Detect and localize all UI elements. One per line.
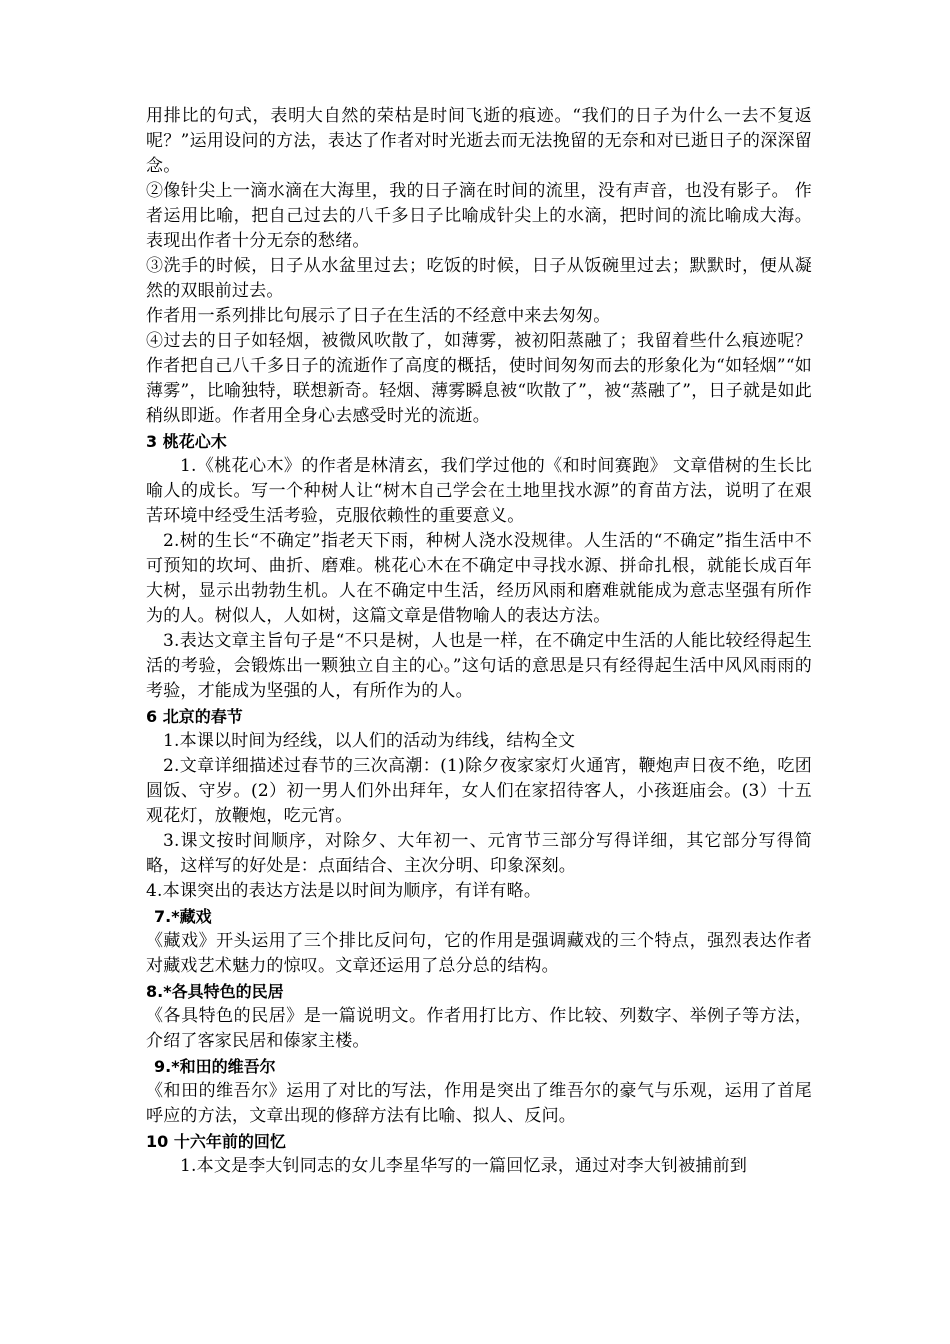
paragraph-5: ④过去的日子如轻烟，被微风吹散了，如薄雾，被初阳蒸融了；我留着些什么痕迹呢？ 作者把自己八千多日子的流逝作了高度的概括，使时间匆匆而去的形象化为“如轻烟”“如薄雾”，比喻独特，联想新奇。轻烟、薄雾瞬息被“吹散了”，被“蒸融了”，日子就是如此稍纵即逝。作者用全身心去感受时光的流逝。 <box>146 331 812 426</box>
paragraph-12: 4.本课突出的表达方法是以时间为顺序，有详有略。 <box>146 881 542 901</box>
section-heading-9: 9.*和田的维吾尔 <box>154 1057 276 1076</box>
paragraph-11: 3.课文按时间顺序，对除夕、大年初一、元宵节三部分写得详细，其它部分写得简略，这样写的好处是：点面结合、主次分明、印象深刻。 <box>146 831 812 876</box>
document-page <box>146 104 812 1179</box>
paragraph-7: 2.树的生长“不确定”指老天下雨，种树人浇水没规律。人生活的“不确定”指生活中不可预知的坎坷、曲折、磨难。桃花心木在不确定中寻找水源、拼命扎根，就能长成百年大树，显示出勃勃生机。人在不确定中生活，经历风雨和磨难就能成为意志坚强有所作为的人。树似人，人如树，这篇文章是借物喻人的表达方法。 <box>146 531 812 626</box>
section-heading-8: 8.*各具特色的民居 <box>146 982 284 1001</box>
paragraph-3: ③洗手的时候，日子从水盆里过去；吃饭的时候，日子从饭碗里过去；默默时，便从凝然的双眼前过去。 <box>146 256 812 301</box>
paragraph-13: 《藏戏》开头运用了三个排比反问句，它的作用是强调藏戏的三个特点，强烈表达作者对藏戏艺术魅力的惊叹。文章还运用了总分总的结构。 <box>146 931 812 976</box>
paragraph-4: 作者用一系列排比句展示了日子在生活的不经意中来去匆匆。 <box>146 306 611 326</box>
section-heading-3: 3 桃花心木 <box>146 432 227 451</box>
paragraph-16: 1.本文是李大钊同志的女儿李星华写的一篇回忆录，通过对李大钊被捕前到 <box>180 1156 748 1176</box>
paragraph-15: 《和田的维吾尔》运用了对比的写法，作用是突出了维吾尔的豪气与乐观，运用了首尾呼应的方法，文章出现的修辞方法有比喻、拟人、反问。 <box>146 1081 812 1126</box>
paragraph-14: 《各具特色的民居》是一篇说明文。作者用打比方、作比较、列数字、举例子等方法，介绍了客家民居和傣家主楼。 <box>146 1006 812 1051</box>
paragraph-9: 1.本课以时间为经线，以人们的活动为纬线，结构全文 <box>163 731 576 751</box>
section-heading-7: 7.*藏戏 <box>154 907 212 926</box>
paragraph-1: 用排比的句式，表明大自然的荣枯是时间飞逝的痕迹。“我们的日子为什么一去不复返呢？”运用设问的方法，表达了作者对时光逝去而无法挽留的无奈和对已逝日子的深深留念。 <box>146 106 812 176</box>
paragraph-6: 1.《桃花心木》的作者是林清玄，我们学过他的《和时间赛跑》 文章借树的生长比喻人的成长。写一个种树人让“树木自己学会在土地里找水源”的育苗方法，说明了在艰苦环境中经受生活考验，克服依赖性的重要意义。 <box>146 456 812 526</box>
section-heading-10: 10 十六年前的回忆 <box>146 1132 286 1151</box>
section-heading-6: 6 北京的春节 <box>146 707 243 726</box>
paragraph-10: 2.文章详细描述过春节的三次高潮：(1)除夕夜家家灯火通宵，鞭炮声日夜不绝，吃团圆饭、守岁。(2）初一男人们外出拜年，女人们在家招待客人，小孩逛庙会。(3）十五观花灯，放鞭炮，吃元宵。 <box>146 756 812 826</box>
paragraph-8: 3.表达文章主旨句子是“不只是树，人也是一样，在不确定中生活的人能比较经得起生活的考验，会锻炼出一颗独立自主的心。”这句话的意思是只有经得起生活中风风雨雨的考验，才能成为坚强的人，有所作为的人。 <box>146 631 812 701</box>
paragraph-2: ②像针尖上一滴水滴在大海里，我的日子滴在时间的流里，没有声音，也没有影子。 作者运用比喻，把自己过去的八千多日子比喻成针尖上的水滴，把时间的流比喻成大海。表现出作者十分无奈的愁绪。 <box>146 181 812 251</box>
